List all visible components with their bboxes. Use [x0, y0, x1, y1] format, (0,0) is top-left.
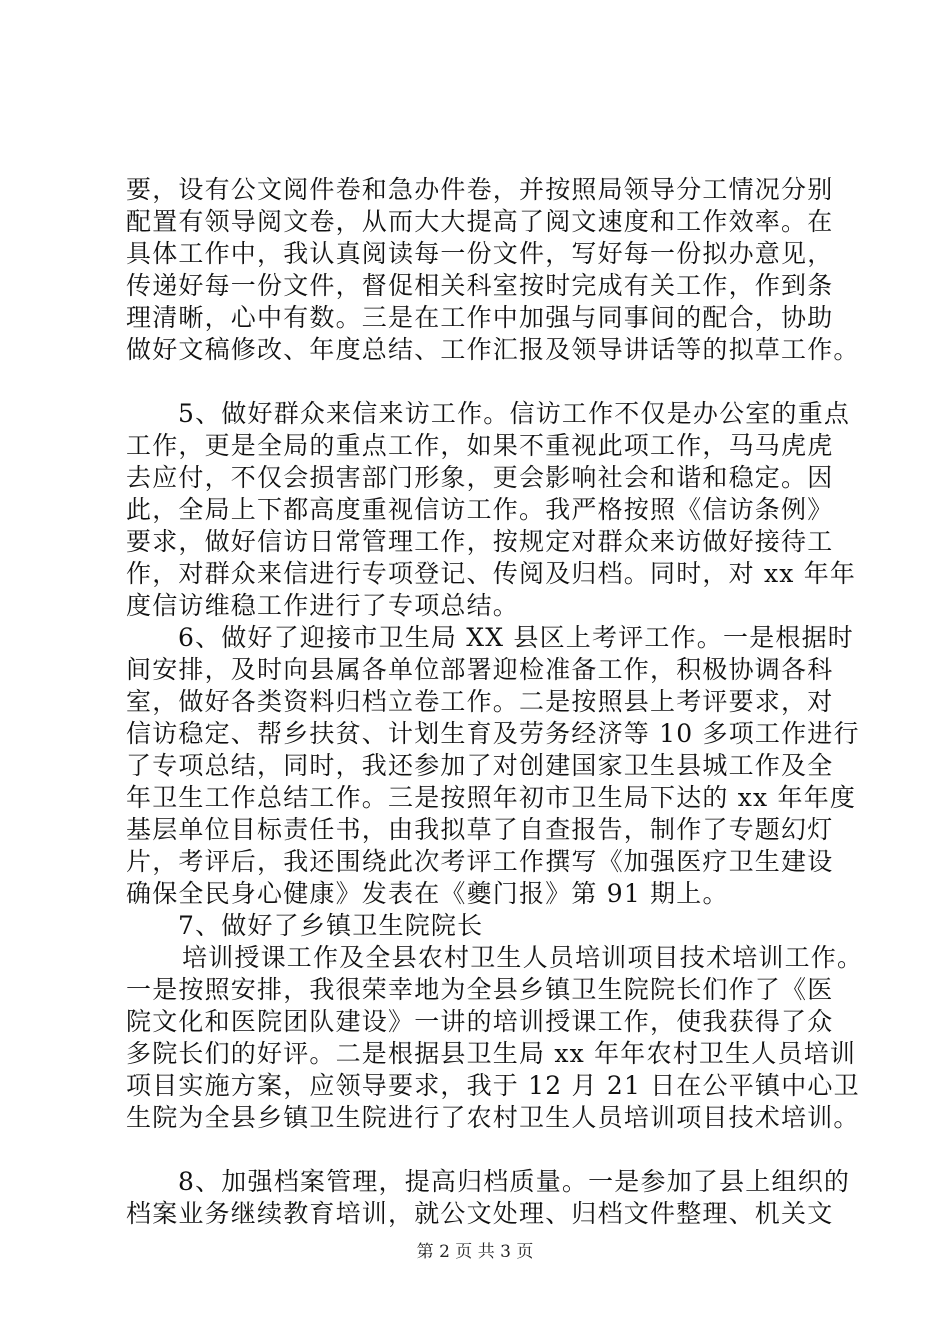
text-line: 多院长们的好评。二是根据县卫生局 xx 年年农村卫生人员培训	[126, 1039, 857, 1068]
paragraph-7-start: 培训授课工作及全县农村卫生人员培训项目技术培训工作。	[182, 943, 864, 972]
document-body	[126, 174, 864, 1230]
text-line: 理清晰，心中有数。三是在工作中加强与同事间的配合，协助	[126, 303, 834, 332]
text-line: 档案业务继续教育培训，就公文处理、归档文件整理、机关文	[126, 1199, 834, 1228]
text-line: 度信访维稳工作进行了专项总结。	[126, 591, 520, 620]
text-line: 具体工作中，我认真阅读每一份文件，写好每一份拟办意见，	[126, 239, 834, 268]
text-line: 年卫生工作总结工作。三是按照年初市卫生局下达的 xx 年年度	[126, 783, 857, 812]
text-line: 确保全民身心健康》发表在《夔门报》第 91 期上。	[126, 879, 729, 908]
text-line: 工作，更是全局的重点工作，如果不重视此项工作，马马虎虎	[126, 431, 834, 460]
paragraph-gap	[126, 1134, 826, 1166]
text-line: 了专项总结，同时，我还参加了对创建国家卫生县城工作及全	[126, 751, 834, 780]
text-line: 项目实施方案，应领导要求，我于 12 月 21 日在公平镇中心卫	[126, 1071, 860, 1100]
text-line: 配置有领导阅文卷，从而大大提高了阅文速度和工作效率。在	[126, 207, 834, 236]
text-line: 要求，做好信访日常管理工作，按规定对群众来访做好接待工	[126, 527, 834, 556]
paragraph-7-heading: 7、做好了乡镇卫生院院长	[178, 911, 484, 940]
paragraph-8-start: 8、加强档案管理，提高归档质量。一是参加了县上组织的	[178, 1167, 851, 1196]
text-line: 片，考评后，我还围绕此次考评工作撰写《加强医疗卫生建设	[126, 847, 834, 876]
text-line: 院文化和医院团队建设》一讲的培训授课工作，使我获得了众	[126, 1007, 834, 1036]
text-line: 生院为全县乡镇卫生院进行了农村卫生人员培训项目技术培训。	[126, 1103, 860, 1132]
text-line: 作，对群众来信进行专项登记、传阅及归档。同时，对 xx 年年	[126, 559, 857, 588]
text-line: 做好文稿修改、年度总结、工作汇报及领导讲话等的拟草工作。	[126, 335, 860, 364]
paragraph-5-start: 5、做好群众来信来访工作。信访工作不仅是办公室的重点	[178, 399, 851, 428]
text-line: 传递好每一份文件，督促相关科室按时完成有关工作，作到条	[126, 271, 834, 300]
text-line: 间安排，及时向县属各单位部署迎检准备工作，积极协调各科	[126, 655, 834, 684]
text-line: 室，做好各类资料归档立卷工作。二是按照县上考评要求，对	[126, 687, 834, 716]
page-number-footer: 第 2 页 共 3 页	[416, 1242, 534, 1262]
text-line: 信访稳定、帮乡扶贫、计划生育及劳务经济等 10 多项工作进行	[126, 719, 860, 748]
paragraph-gap	[126, 366, 826, 398]
text-line: 此，全局上下都高度重视信访工作。我严格按照《信访条例》	[126, 495, 834, 524]
text-line: 去应付，不仅会损害部门形象，更会影响社会和谐和稳定。因	[126, 463, 834, 492]
text-line: 要，设有公文阅件卷和急办件卷，并按照局领导分工情况分别	[126, 175, 834, 204]
text-line: 一是按照安排，我很荣幸地为全县乡镇卫生院院长们作了《医	[126, 975, 834, 1004]
text-line: 基层单位目标责任书，由我拟草了自查报告，制作了专题幻灯	[126, 815, 834, 844]
paragraph-6-start: 6、做好了迎接市卫生局 XX 县区上考评工作。一是根据时	[178, 623, 854, 652]
